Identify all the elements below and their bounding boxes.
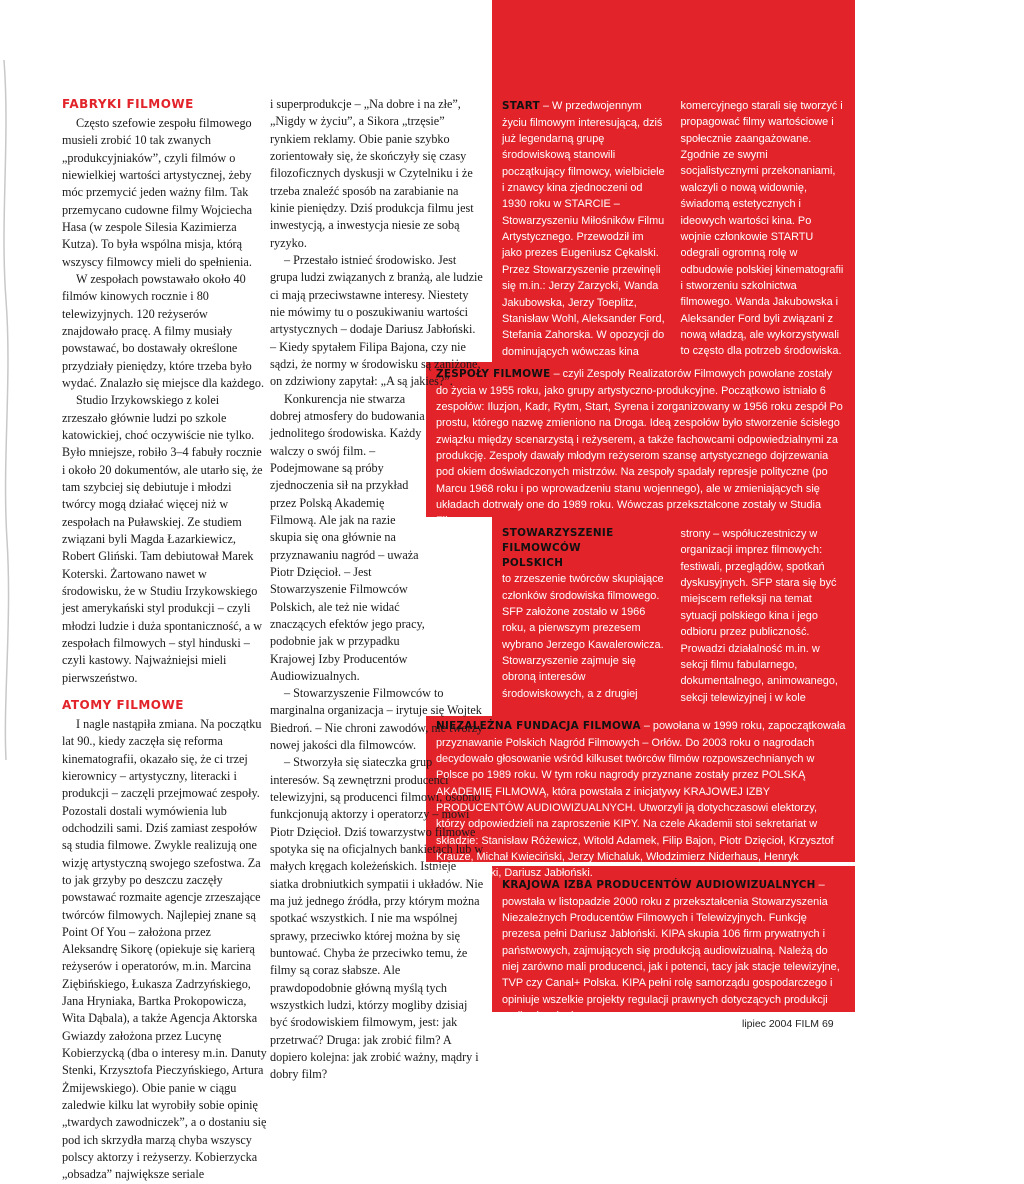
sidebar-key-sfp: STOWARZYSZENIE FILMOWCÓW POLSKICH: [502, 527, 614, 570]
sidebar-key-fundacja: NIEZALEŻNA FUNDACJA FILMOWA: [436, 720, 641, 732]
sidebar-zespoly: [436, 366, 847, 530]
sidebar-key-kipa: KRAJOWA IZBA PRODUCENTÓW AUDIOWIZUALNYCH: [502, 879, 816, 891]
article-paragraph: – Przestało istnieć środowisko. Jest grupa ludzi związanych z branżą, ale ludzie ci mają przeciwstawne interesy. Niestety nie mówimy tu o poszukiwaniu wartości artystycznych – dodaje Dariusz Jabłoński. – Kiedy spytałem Filipa Bajona, czy nie sądzi, że normy w środowisku są zaniżone, on zdziwiony zapytał: „A są jakieś?”.: [270, 252, 483, 389]
sidebar-text-start: – W przedwojennym życiu filmowym interesującą, dziś już legendarną grupę środowiskową stanowili początkujący filmowcy, wielbiciele i znawcy kina zjednoczeni od 1930 roku w STARCIE – Stowarzyszeniu Miłośników Filmu Artystycznego. Przewodził im jako prezes Eugeniusz Cękalski. Przez Stowarzyszenie przewinęli się m.in.: Jerzy Zarzycki, Wanda Jakubowska, Jerzy Toeplitz, Stanisław Wohl, Aleksander Ford, Stefania Zahorska. W opozycji do dominujących wówczas kina komercyjnego starali się tworzyć i propagować filmy wartościowe i społecznie zaangażowane. Zgodnie ze swymi socjalistycznymi przekonaniami, walczyli o nową widownię, świadomą estetycznych i ideowych wartości kina. Po wojnie członkowie STARTU odegrali ogromną rolę w odbudowie polskiej kinematografii i stworzeniu szkolnictwa filmowego. Wanda Jakubowska i Aleksander Ford byli związani z nową władzą, ale wykorzystywali to często dla potrzeb środowiska. Dzięki wstawiennictwu Aleksandra Forda na ekrany weszło „Pokolenie” Wajdy.: [502, 100, 996, 358]
article-column-1: [62, 96, 267, 1184]
sidebar-sfp: [502, 526, 1001, 718]
sidebar-start: [502, 98, 996, 360]
section-heading-fabryki: FABRYKI FILMOWE: [62, 97, 194, 111]
article-paragraph: Studio Irzykowskiego z kolei zrzeszało głównie ludzi po szkole katowickiej, choć oczywiście nie tylko. Było mniejsze, robiło 3–4 fabuły rocznie i około 20 dokumentów, ale utarło się, że tam szybciej się debiutuje i młodzi twórcy mogą działać więcej niż w zespołach na Puławskiej. Ze studiem związani byli Magda Łazarkiewicz, Robert Gliński. Tam debiutował Marek Koterski. Żartowano nawet w środowisku, że w Studiu Irzykowskiego jest amerykański styl produkcji – czyli młodzi ludzie i duża spontaniczność, a w zespołach filmowych – styl hinduski – czyli kastowy. Najważniejsi mieli pierwszeństwo.: [62, 393, 263, 685]
article-paragraph: Często szefowie zespołu filmowego musieli zrobić 10 tak zwanych „produkcyjniaków”, czyli filmów o niewielkiej wartości artystycznej, żeby móc przemycić jeden ważny film. Tak przemycano cudowne filmy Wojciecha Hasa (w zespole Silesia Kazimierza Kutza). To była wspólna misja, którą wszyscy filmowcy mieli do spełnienia.: [62, 116, 252, 269]
sidebar-fundacja: [436, 718, 847, 882]
article-paragraph: I nagle nastąpiła zmiana. Na początku lat 90., kiedy zaczęła się reforma kinematografii, okazało się, że ci trzej kierownicy – artystyczny, literacki i produkcji – zaczęli przejmować zespoły. Pozostali dostali wymówienia lub odchodzili sami. Dziś zamiast zespołów są studia filmowe. Zwykle realizują one wizję artystyczną swojego szefostwa. Za to jak grzyby po deszczu zaczęły powstawać rozmaite agencje zrzeszające twórców filmowych. Najlepiej znane są Point Of You – założona przez Aleksandrę Sikorę (opiekuje się karierą reżyserów i operatorów, m.in. Marcina Ziębińskiego, Łukasza Zadrzyńskiego, Jana Hryniaka, Bartka Prokopowicza, Wita Dąbala), a także Agencja Aktorska Gwiazdy założona przez Lucynę Kobierzycką (dba o interesy m.in. Danuty Stenki, Krzysztofa Pieczyńskiego, Artura Żmijewskiego). Obie panie w ciągu zaledwie kilku lat wyrobiły sobie opinię „twardych zawodniczek”, a o dostaniu się pod ich skrzydła marzą chyba wszyscy polscy aktorzy i reżyserzy. Kobierzycka „obsadza” największe seriale: [62, 716, 267, 1182]
article-paragraph: W zespołach powstawało około 40 filmów kinowych rocznie i 80 telewizyjnych. 120 reżyserów znajdowało pracę. A filmy musiały powstawać, bo dostawały określone przydziały pieniędzy, które trzeba było wydać. Znalazło się miejsce dla każdego.: [62, 271, 265, 390]
sidebar-text-kipa: – powstała w listopadzie 2000 roku z przekształcenia Stowarzyszenia Niezależnych Producentów Filmowych i Telewizyjnych. Funkcję prezesa pełni Dariusz Jabłoński. KIPA skupia 106 firm prywatnych i państwowych, zajmujących się produkcją audiowizualną. Należą do niej zarówno mali producenci, jak i potenci, tacy jak stacje telewizyjne, TVP czy Canal+ Polska. KIPA pełni rolę samorządu gospodarczego i opiniuje wszelkie projekty regulacji prawnych dotyczących produkcji audiowizualnej.: [502, 879, 840, 1023]
article-paragraph: – Stworzyła się siateczka grup interesów. Są zewnętrzni producenci telewizyjni, są producenci filmowi, osobno funkcjonują aktorzy i operatorzy – mówi Piotr Dzięcioł. Dziś towarzystwo filmowe spotyka się na oficjalnych bankietach lub w małych kręgach koleżeńskich. Istnieje siatka drobniutkich sympatii i układów. Nie ma już jednego źródła, przy którym można spotkać wszystkich. I nie ma wspólnej sprawy, przeciwko której można by się buntować. Chyba że przeciwko temu, że filmy są coraz słabsze. Ale prawdopodobnie główną myślą tych wszystkich ludzi, którzy mogliby dzisiaj być środowiskiem filmowym, jest: jak przetrwać? Druga: jak zrobić film? A dopiero kolejna: jak zrobić ważny, mądry i dobry film?: [270, 755, 484, 1082]
page-footer: lipiec 2004 FILM 69: [742, 1018, 834, 1030]
article-paragraph: – Stowarzyszenie Filmowców to marginalna organizacja – irytuje się Wojtek Biedroń. – Nie chroni zawodów, nie tworzy nowej jakości dla filmowców.: [270, 686, 484, 753]
article-paragraph: Konkurencja nie stwarza dobrej atmosfery do budowania jednolitego środowiska. Każdy walczy o swój film. – Podejmowane są próby zjednoczenia sił na przykład przez Polską Akademię Filmową. Ale jak na razie skupia się ona głównie na przyznawaniu nagród – uważa Piotr Dzięcioł. – Jest Stowarzyszenie Filmowców Polskich, ale też nie widać znaczących efektów jego pracy, podobnie jak w przypadku Krajowej Izby Producentów Audiowizualnych.: [270, 391, 425, 683]
page-edge-decoration: [0, 60, 14, 760]
sidebar-key-zespoly: ZESPOŁY FILMOWE: [436, 368, 551, 380]
sidebar-text-sfp: to zrzeszenie twórców skupiające członków środowiska filmowego. SFP założone zostało w 1966 roku, a pierwszym prezesem wybrano Jerzego Kawalerowicza. Stowarzyszenie zajmuje się obroną interesów środowiskowych, a z drugiej strony – współuczestniczy w organizacji imprez filmowych: festiwali, przeglądów, spotkań dyskusyjnych. SFP stara się być miejscem refleksji na temat sytuacji polskiego kina i jego odbioru przez publiczność. Prowadzi działalność m.in. w sekcji filmu fabularnego, dokumentalnego, animowanego, sekcji telewizyjnej i w kole piśmiennictwa filmowego. Od 1996 roku prezesem Stowarzyszenia jest Jacek Bromski.: [502, 528, 1001, 704]
sidebar-text-zespoly: – czyli Zespoły Realizatorów Filmowych powołane zostały do życia w 1955 roku, jako grupy artystyczno-produkcyjne. Początkowo istniało 6 zespołów: Iluzjon, Kadr, Rytm, Start, Syrena i zorganizowany w 1956 roku zespół Po prostu, którego nazwę zmieniono na Droga. Ideą zespołów było stworzenie ścisłego związku między scenarzystą i reżyserem, a także fachowcami odpowiedzialnymi za produkcję. Zespoły dawały młodym reżyserom szansę artystycznego dojrzewania pod okiem doświadczonych mistrzów. Na zespoły spadały represje polityczne (po Marcu 1968 roku i po wprowadzeniu stanu wojennego), ale w zmieniających się układach dotrwały one do 1989 roku. Wówczas przekształcone zostały w Studia Filmowe.: [436, 368, 843, 528]
sidebar-kipa: [502, 877, 845, 1024]
article-column-2: [270, 96, 484, 1084]
sidebar-text-fundacja: – powołana w 1999 roku, zapoczątkowała przyznawanie Polskich Nagród Filmowych – Orłów. Do 2003 roku o nagrodach decydowało głosowanie wśród kilkuset twórców filmów rozpowszechnianych w Polsce po 1989 roku. W tym roku nagrody przyznane zostały przez POLSKĄ AKADEMIĘ FILMOWĄ, która powstała z inicjatywy KRAJOWEJ IZBY PRODUCENTÓW AUDIOWIZUALNYCH. Utworzyli ją dotychczasowi elektorzy, którzy odpowiedzieli na zaproszenie KIPY. Na czele Akademii stoi sekretariat w składzie: Stanisław Różewicz, Witold Adamek, Filip Bajon, Piotr Dzięcioł, Krzysztof Krauze, Michał Kwieciński, Jerzy Michaluk, Włodzimierz Niderhaus, Henryk Romanowski, Dariusz Jabłoński.: [436, 720, 846, 880]
sidebar-key-start: START: [502, 100, 540, 112]
article-paragraph: i superprodukcje – „Na dobre i na złe”, „Nigdy w życiu”, a Sikora „trzęsie” rynkiem reklamy. Obie panie szybko zorientowały się, że skończyły się czasy filozoficznych dyskusji w Czytelniku i że trzeba znaleźć sposób na zarabianie na kinie pieniędzy. Dziś produkcja filmu jest inwestycją, a inwestycja niesie ze sobą ryzyko.: [270, 97, 474, 250]
section-heading-atomy: ATOMY FILMOWE: [62, 697, 184, 712]
